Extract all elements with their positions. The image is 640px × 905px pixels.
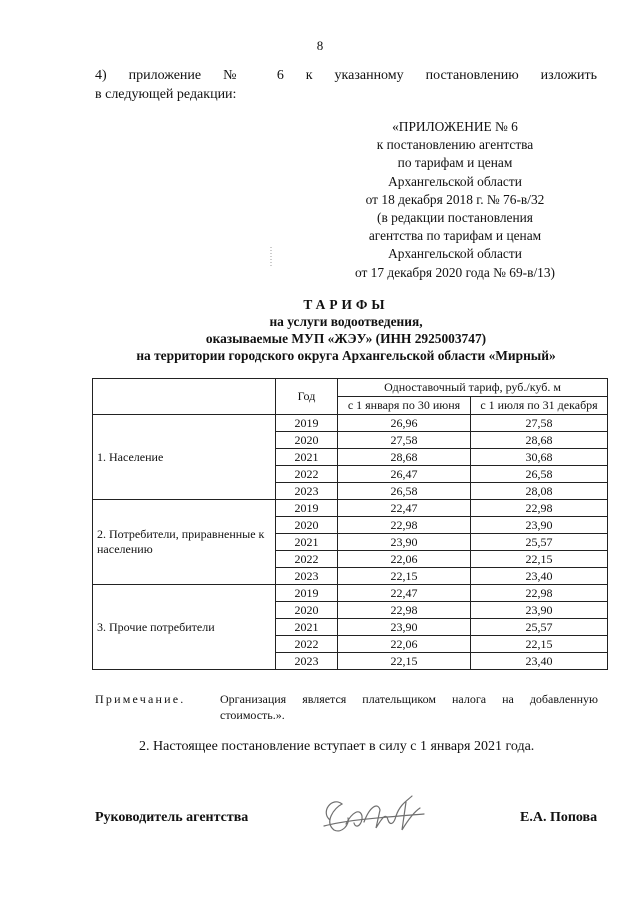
document-title <box>95 296 597 364</box>
tariff-cell: 28,68 <box>471 432 608 449</box>
appendix-line: от 18 декабря 2018 г. № 76-в/32 <box>365 191 545 207</box>
category-cell: 2. Потребители, приравненные к населению <box>93 500 276 585</box>
year-cell: 2020 <box>276 432 338 449</box>
note-label: Примечание. <box>95 692 186 706</box>
year-cell: 2023 <box>276 568 338 585</box>
table-row <box>93 585 608 602</box>
category-cell: 1. Население <box>93 415 276 500</box>
tariff-cell: 22,98 <box>338 517 471 534</box>
table-row <box>93 415 608 432</box>
header-tariff: Одноставочный тариф, руб./куб. м <box>338 379 608 397</box>
tariff-cell: 23,90 <box>471 517 608 534</box>
year-cell: 2022 <box>276 551 338 568</box>
header-period-2: с 1 июля по 31 декабря <box>471 397 608 415</box>
paragraph-2: 2. Настоящее постановление вступает в силу с 1 января 2021 года. <box>139 739 535 754</box>
tariff-cell: 22,15 <box>338 568 471 585</box>
margin-mark <box>268 247 274 267</box>
tariff-cell: 22,98 <box>471 585 608 602</box>
appendix-line: «ПРИЛОЖЕНИЕ № 6 <box>392 119 518 134</box>
signatory-title: Руководитель агентства <box>95 810 249 825</box>
header-year: Год <box>276 379 338 415</box>
tariff-cell: 23,90 <box>338 534 471 551</box>
tariff-cell: 26,58 <box>471 466 608 483</box>
appendix-header <box>330 118 580 282</box>
category-cell: 3. Прочие потребители <box>93 585 276 670</box>
year-cell: 2019 <box>276 585 338 602</box>
tariff-cell: 27,58 <box>471 415 608 432</box>
tariff-cell: 23,90 <box>471 602 608 619</box>
title-main: ТАРИФЫ <box>303 297 389 312</box>
appendix-line: агентства по тарифам и ценам <box>368 228 542 244</box>
note-text <box>220 692 598 723</box>
title-line: оказываемые МУП «ЖЭУ» (ИНН 2925003747) <box>205 331 487 346</box>
year-cell: 2022 <box>276 636 338 653</box>
appendix-line: к постановлению агентства <box>376 137 534 153</box>
header-period-1: с 1 января по 30 июня <box>338 397 471 415</box>
appendix-line: Архангельской области <box>388 246 522 262</box>
appendix-line: от 17 декабря 2020 года № 69-в/13) <box>354 264 556 280</box>
year-cell: 2020 <box>276 602 338 619</box>
appendix-line: по тарифам и ценам <box>397 155 513 171</box>
tariff-cell: 23,40 <box>471 653 608 670</box>
header-category-empty <box>93 379 276 415</box>
tariff-cell: 28,08 <box>471 483 608 500</box>
year-cell: 2019 <box>276 415 338 432</box>
tariff-cell: 30,68 <box>471 449 608 466</box>
handwritten-signature <box>316 790 436 840</box>
tariff-cell: 25,57 <box>471 534 608 551</box>
tariff-cell: 26,58 <box>338 483 471 500</box>
tariff-cell: 22,06 <box>338 551 471 568</box>
year-cell: 2022 <box>276 466 338 483</box>
tariff-cell: 28,68 <box>338 449 471 466</box>
tariff-cell: 25,57 <box>471 619 608 636</box>
tariff-cell: 22,15 <box>471 551 608 568</box>
tariff-cell: 23,40 <box>471 568 608 585</box>
year-cell: 2023 <box>276 653 338 670</box>
table-row <box>93 500 608 517</box>
appendix-line: (в редакции постановления <box>377 210 533 226</box>
tariff-cell: 22,47 <box>338 500 471 517</box>
title-line: на услуги водоотведения, <box>269 314 423 329</box>
tariff-cell: 22,15 <box>471 636 608 653</box>
tariff-cell: 23,90 <box>338 619 471 636</box>
tariff-cell: 22,98 <box>338 602 471 619</box>
paragraph-4-line-2: в следующей редакции: <box>95 87 237 102</box>
tariff-cell: 27,58 <box>338 432 471 449</box>
year-cell: 2020 <box>276 517 338 534</box>
year-cell: 2021 <box>276 449 338 466</box>
appendix-line: Архангельской области <box>388 173 522 189</box>
tariff-cell: 22,98 <box>471 500 608 517</box>
tariff-cell: 22,06 <box>338 636 471 653</box>
tariff-cell: 26,96 <box>338 415 471 432</box>
paragraph-4-line-1: 4) приложение № 6 к указанному постановлению изложить <box>95 68 597 83</box>
note-line: стоимость.». <box>220 707 285 722</box>
year-cell: 2021 <box>276 619 338 636</box>
tariff-cell: 22,15 <box>338 653 471 670</box>
note-line: Организация является плательщиком налога на добавленную <box>220 692 598 706</box>
page-number: 8 <box>316 38 324 53</box>
tariff-cell: 26,47 <box>338 466 471 483</box>
title-line: на территории городского округа Архангельской области «Мирный» <box>136 348 556 363</box>
year-cell: 2019 <box>276 500 338 517</box>
year-cell: 2023 <box>276 483 338 500</box>
tariff-cell: 22,47 <box>338 585 471 602</box>
signatory-name: Е.А. Попова <box>520 810 598 825</box>
tariff-table <box>92 378 608 670</box>
year-cell: 2021 <box>276 534 338 551</box>
